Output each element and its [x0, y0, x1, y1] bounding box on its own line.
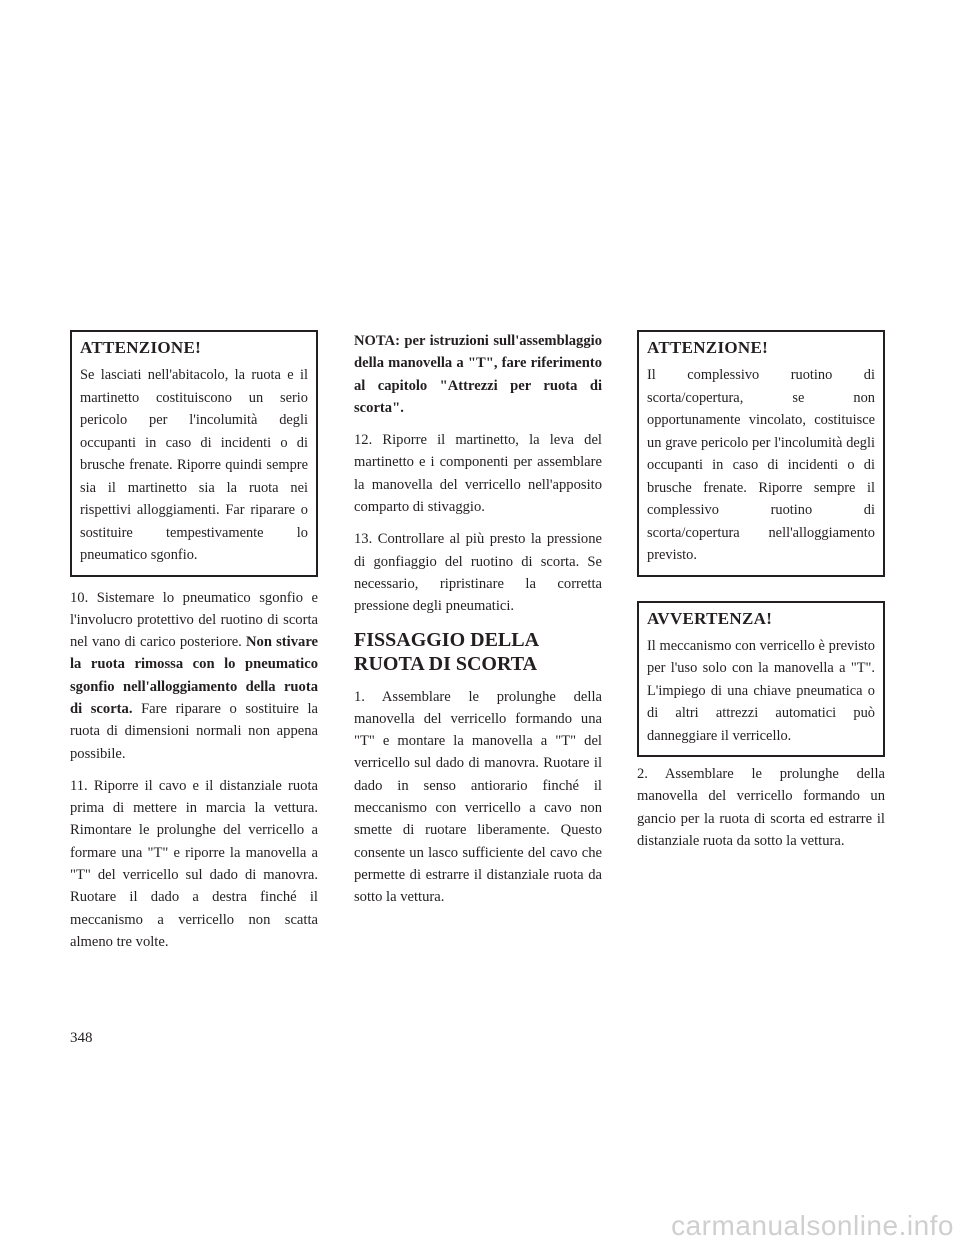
warning-title: ATTENZIONE!: [80, 338, 202, 357]
caution-box-winch: [637, 601, 885, 758]
page-number: 348: [70, 1030, 93, 1046]
column-left: [70, 330, 318, 963]
warning-text: Se lasciati nell'abitacolo, la ruota e il martinetto costituiscono un serio pericolo per l'incolumità degli occupanti in caso di incidenti o di brusche frenate. Riporre quindi sempre sia il martinetto sia la ruota nei rispettivi alloggiamenti. Far riparare o sostituire tempestivamente lo pneumatico sgonfio.: [80, 367, 308, 563]
step-1: 1. Assemblare le prolunghe della manovella del verricello formando una "T" e montare la manovella a "T" del verricello sul dado di manovra. Ruotare il dado in senso antiorario finché il meccanismo con verricello a cavo non smette di ruotare liberamente. Questo consente un lasco sufficiente del cavo che permette di estrarre il distanziale ruota da sotto la vettura.: [354, 688, 602, 906]
warning-box-wheel-jack: [70, 330, 318, 577]
section-heading: FISSAGGIO DELLA RUOTA DI SCORTA: [354, 628, 538, 675]
warning-title: ATTENZIONE!: [647, 338, 769, 357]
column-right: [637, 330, 885, 862]
step-13: 13. Controllare al più presto la pressione di gonfiaggio del ruotino di scorta. Se necessario, ripristinare la corretta pressione degli pneumatici.: [354, 531, 602, 615]
step-10-tail: Fare riparare o sostituire la ruota di dimensioni normali non appena possibile.: [70, 700, 318, 762]
watermark: carmanualsonline.info: [671, 1210, 954, 1241]
step-10: [70, 587, 318, 765]
step-10-bold: Non stivare la ruota rimossa con lo pneumatico sgonfio nell'alloggiamento della ruota di scorta.: [70, 634, 319, 717]
column-middle: [354, 330, 602, 919]
caution-text: Il meccanismo con verricello è previsto per l'uso solo con la manovella a "T". L'impiego di una chiave pneumatica o di altri attrezzi automatici può danneggiare il verricello.: [647, 637, 875, 744]
note: NOTA: per istruzioni sull'assemblaggio della manovella a "T", fare riferimento al capitolo "Attrezzi per ruota di scorta".: [354, 333, 602, 416]
step-10-text: 10. Sistemare lo pneumatico sgonfio e l'involucro protettivo del ruotino di scorta nel vano di carico posteriore.: [70, 589, 318, 651]
step-11: 11. Riporre il cavo e il distanziale ruota prima di mettere in marcia la vettura. Rimontare le prolunghe del verricello a formare una "T" e riporre la manovella a "T" del verricello sul dado di manovra. Ruotare il dado a destra finché il meccanismo a verricello non scatta almeno tre volte.: [70, 777, 318, 950]
step-2: 2. Assemblare le prolunghe della manovella del verricello formando un gancio per la ruota di scorta ed estrarre il distanziale ruota da sotto la vettura.: [637, 766, 885, 849]
caution-title: AVVERTENZA!: [647, 608, 773, 628]
warning-box-spare-wheel: [637, 330, 885, 577]
warning-text: Il complessivo ruotino di scorta/copertura, se non opportunamente vincolato, costituisce un grave pericolo per l'incolumità degli occupanti in caso di incidenti o di brusche frenate. Riporre sempre il complessivo ruotino di scorta/copertura nell'alloggiamento previsto.: [647, 367, 875, 563]
step-12: 12. Riporre il martinetto, la leva del martinetto e i componenti per assemblare la manovella del verricello nell'apposito comparto di stivaggio.: [354, 432, 602, 516]
